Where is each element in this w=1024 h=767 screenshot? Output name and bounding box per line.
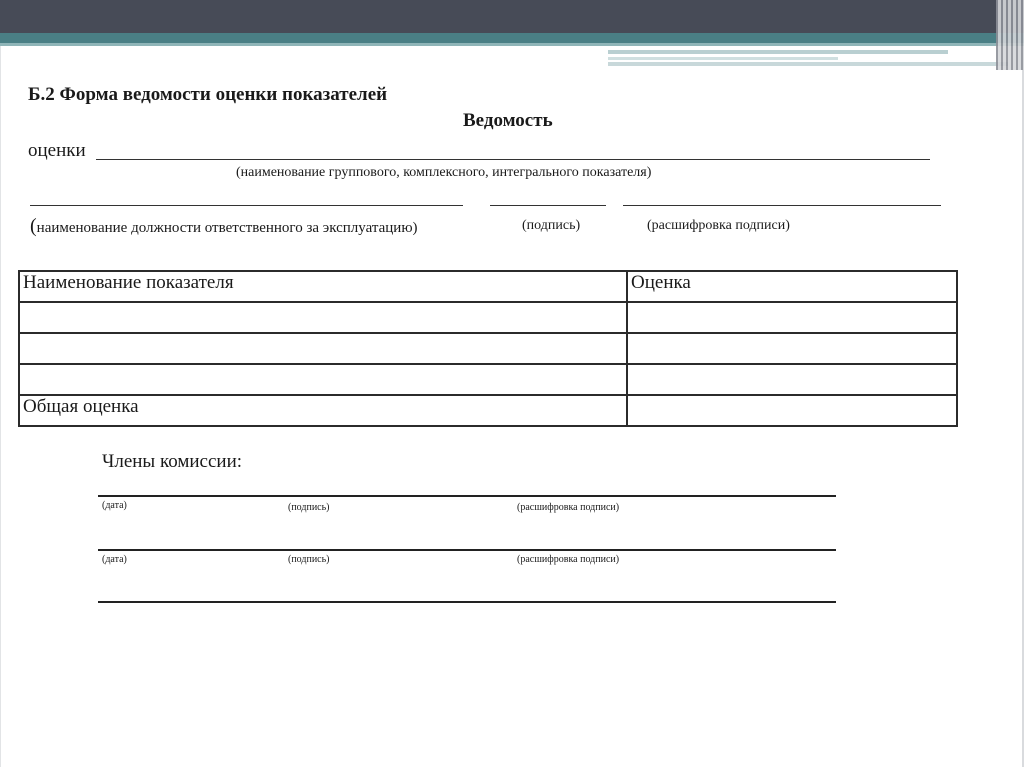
table-header-row [19, 271, 957, 302]
assessment-cell[interactable] [627, 302, 957, 333]
commission-signature-hint: (подпись) [288, 554, 330, 565]
indicator-field [28, 140, 932, 162]
decoding-blank-line [623, 205, 941, 206]
position-hint-text: наименование должности ответственного за эксплуатацию) [36, 220, 418, 236]
assessment-table [18, 270, 958, 427]
commission-date-hint: (дата) [102, 500, 127, 511]
slide-left-edge [0, 46, 1, 767]
indicator-blank-line [96, 159, 930, 160]
header-indicator-name: Наименование показателя [19, 271, 627, 302]
total-assessment-cell[interactable] [627, 395, 957, 426]
position-hint-paren: ( [30, 215, 37, 237]
indicator-name-cell[interactable] [19, 302, 627, 333]
commission-decoding-hint: (расшифровка подписи) [517, 554, 620, 565]
table-row [19, 333, 957, 364]
assessment-cell[interactable] [627, 364, 957, 395]
commission-line-1 [98, 495, 836, 497]
document-title: Ведомость [463, 110, 553, 131]
indicator-hint: (наименование группового, комплексного, интегрального показателя) [236, 165, 652, 180]
table-row [19, 302, 957, 333]
commission-date-hint: (дата) [102, 554, 127, 565]
total-label-cell: Общая оценка [19, 395, 627, 426]
indicator-name-cell[interactable] [19, 364, 627, 395]
signature-blank-line [490, 205, 606, 206]
slide-corner-stripes [996, 0, 1024, 70]
decoding-hint: (расшифровка подписи) [647, 218, 790, 233]
indicator-name-cell[interactable] [19, 333, 627, 364]
eval-label: оценки [28, 140, 86, 161]
section-heading: Б.2 Форма ведомости оценки показателей [28, 84, 388, 105]
assessment-cell[interactable] [627, 333, 957, 364]
slide-deco-line [608, 50, 948, 54]
commission-signature-hint: (подпись) [288, 502, 330, 513]
slide-deco-line [608, 62, 1008, 66]
table-row [19, 364, 957, 395]
commission-line-2 [98, 549, 836, 551]
slide-accent-band [0, 33, 1024, 43]
commission-members-label: Члены комиссии: [102, 451, 243, 472]
slide-top-bar [0, 0, 1024, 33]
signature-hint: (подпись) [522, 218, 581, 233]
commission-line-3 [98, 601, 836, 603]
position-hint [30, 215, 418, 238]
header-assessment: Оценка [627, 271, 957, 302]
commission-decoding-hint: (расшифровка подписи) [517, 502, 620, 513]
table-total-row [19, 395, 957, 426]
position-blank-line [30, 205, 463, 206]
slide-deco-line [608, 57, 838, 60]
slide-accent-line [0, 43, 1024, 46]
